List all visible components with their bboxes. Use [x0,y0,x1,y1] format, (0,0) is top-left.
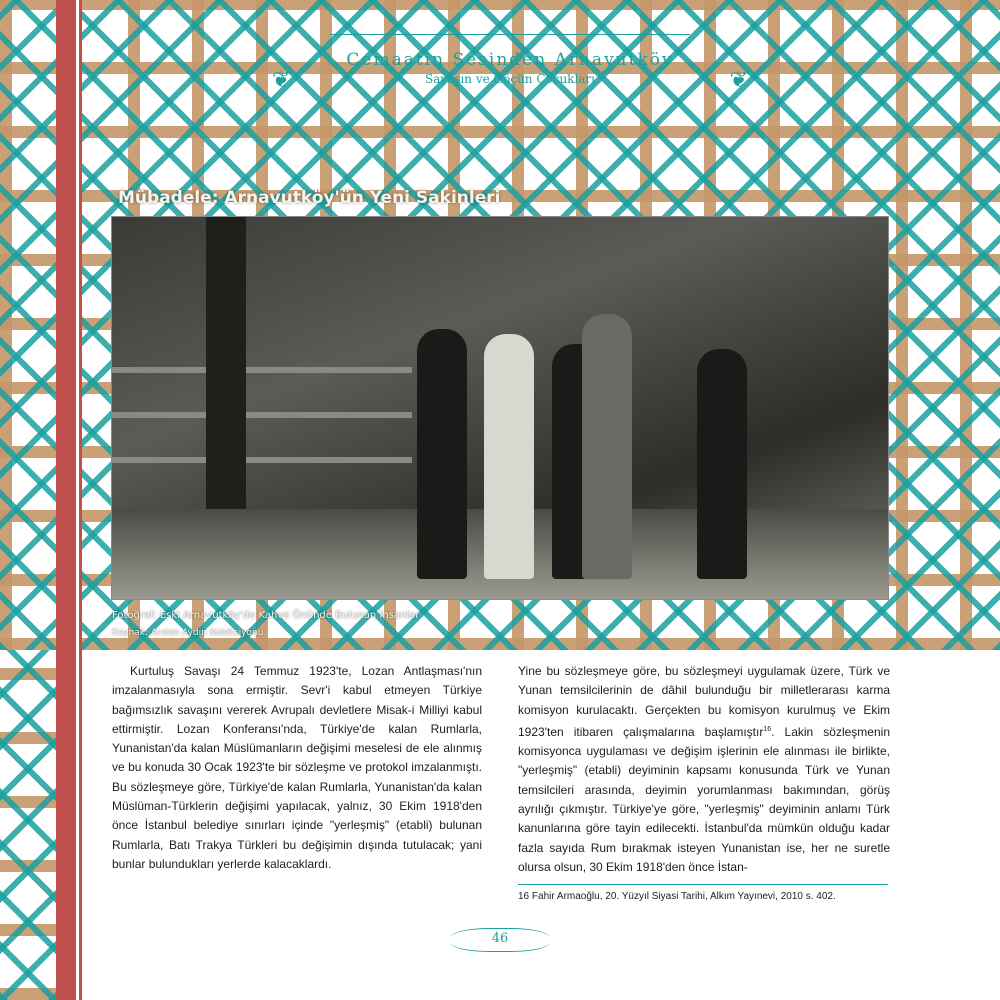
photo-shelf [112,367,412,373]
footnote-reference[interactable]: 16 [763,725,772,733]
body-text: Yine bu sözleşmeye göre, bu sözleşmeyi uygulamak üzere, Türk ve Yunan temsilcilerinin de dâhil bulunduğu bir milletlerarası karma komisyon kurulacaktı. Gerçekten bu komisyon kurulmuş ve Ekim 1923'ten itibaren çalışmalarına başlamıştır [518,664,890,739]
footnote-rule [518,884,888,885]
red-margin-bar [56,0,79,1000]
body-paragraph: Kurtuluş Savaşı 24 Temmuz 1923'te, Lozan Antlaşması'nın imzalanmasıyla sona ermiştir. Sevr'i kabul etmeyen Türkiye bağımsızlık savaşını vererek Avrupalı devletlere Misak-i Milliyi kabul ettirmiştir. Lozan Konferansı'nda, Türkiye'de kalan Rumlarla, Yunanistan'da kalan Müslümanların değişimi meselesi de ele alınmış ve bu konuda 30 Ocak 1923'te bir sözleşme ve protokol imzalanmıştı. Bu sözleşmeye göre, Türkiye'de kalan Rumlarla, Yunanistan'da kalan Müslüman-Türklerin değişimi yapılacak, yalnız, 30 Ekim 1918'den önce İstanbul belediye sınırları içinde "yerleşmiş" (etabli) bulunan Rumlarla, Batı Trakya Türkleri bu değişimin dışında tutulacak; yani bunlar bulundukları yerlerde kalacaklardı. [112,664,482,871]
header-title: Cemaatin Sesinden Arnavutköy [346,50,674,70]
photo-person [484,334,534,579]
photo-shelf [112,412,412,418]
decorative-pattern-left [0,650,56,1000]
flourish-icon: ❦ [729,68,748,93]
page-number-ornament [450,918,550,962]
photo-shelf [112,457,412,463]
photo-caption: Fotoğraf: Eski Arnavutköy'de Kahve Önünde Bulunan İnsanlar [112,610,420,621]
header-subtitle: Savaşın ve Göçün Çocukları [424,72,596,86]
photo-credit: Kaynak: Arslan Aydın Koleksiyonu [112,628,264,638]
body-text: . Lakin sözleşmenin komisyonca uygulaması ve değişim işlerinin ele alınması ile birlikte, "yerleşmiş" (etabli) deyiminin kapsamı konusunda Türk ve Yunan temsilcileri arasında, deyimin yorumlanması bakımından, görüş ayrılığı çıkmıştır. Türkiye'ye göre, "yerleşmiş" deyiminin anlamı Türk kanunlarına göre tayin edilecekti. İstanbul'da mümkün olduğu kadar fazla sayıda Rum bırakmak isteyen Yunanistan ise, her ne suretle olursa olsun, 30 Ekim 1918'den önce İstan- [518,724,890,874]
photo-person [697,349,747,579]
body-column-right [518,662,890,877]
body-column-left [112,662,482,874]
section-title: Mübadele: Arnavutköy'ün Yeni Sakinleri [118,188,501,208]
header-rule [330,34,690,35]
photo-person [417,329,467,579]
photo-person [582,314,632,579]
page-number: 46 [491,931,509,946]
flourish-icon: ❦ [272,68,291,93]
historical-photo [112,217,888,599]
footnote: 16 Fahir Armaoğlu, 20. Yüzyıl Siyasi Tarihi, Alkım Yayınevi, 2010 s. 402. [518,891,836,902]
body-paragraph [518,662,890,877]
running-header [272,28,748,100]
